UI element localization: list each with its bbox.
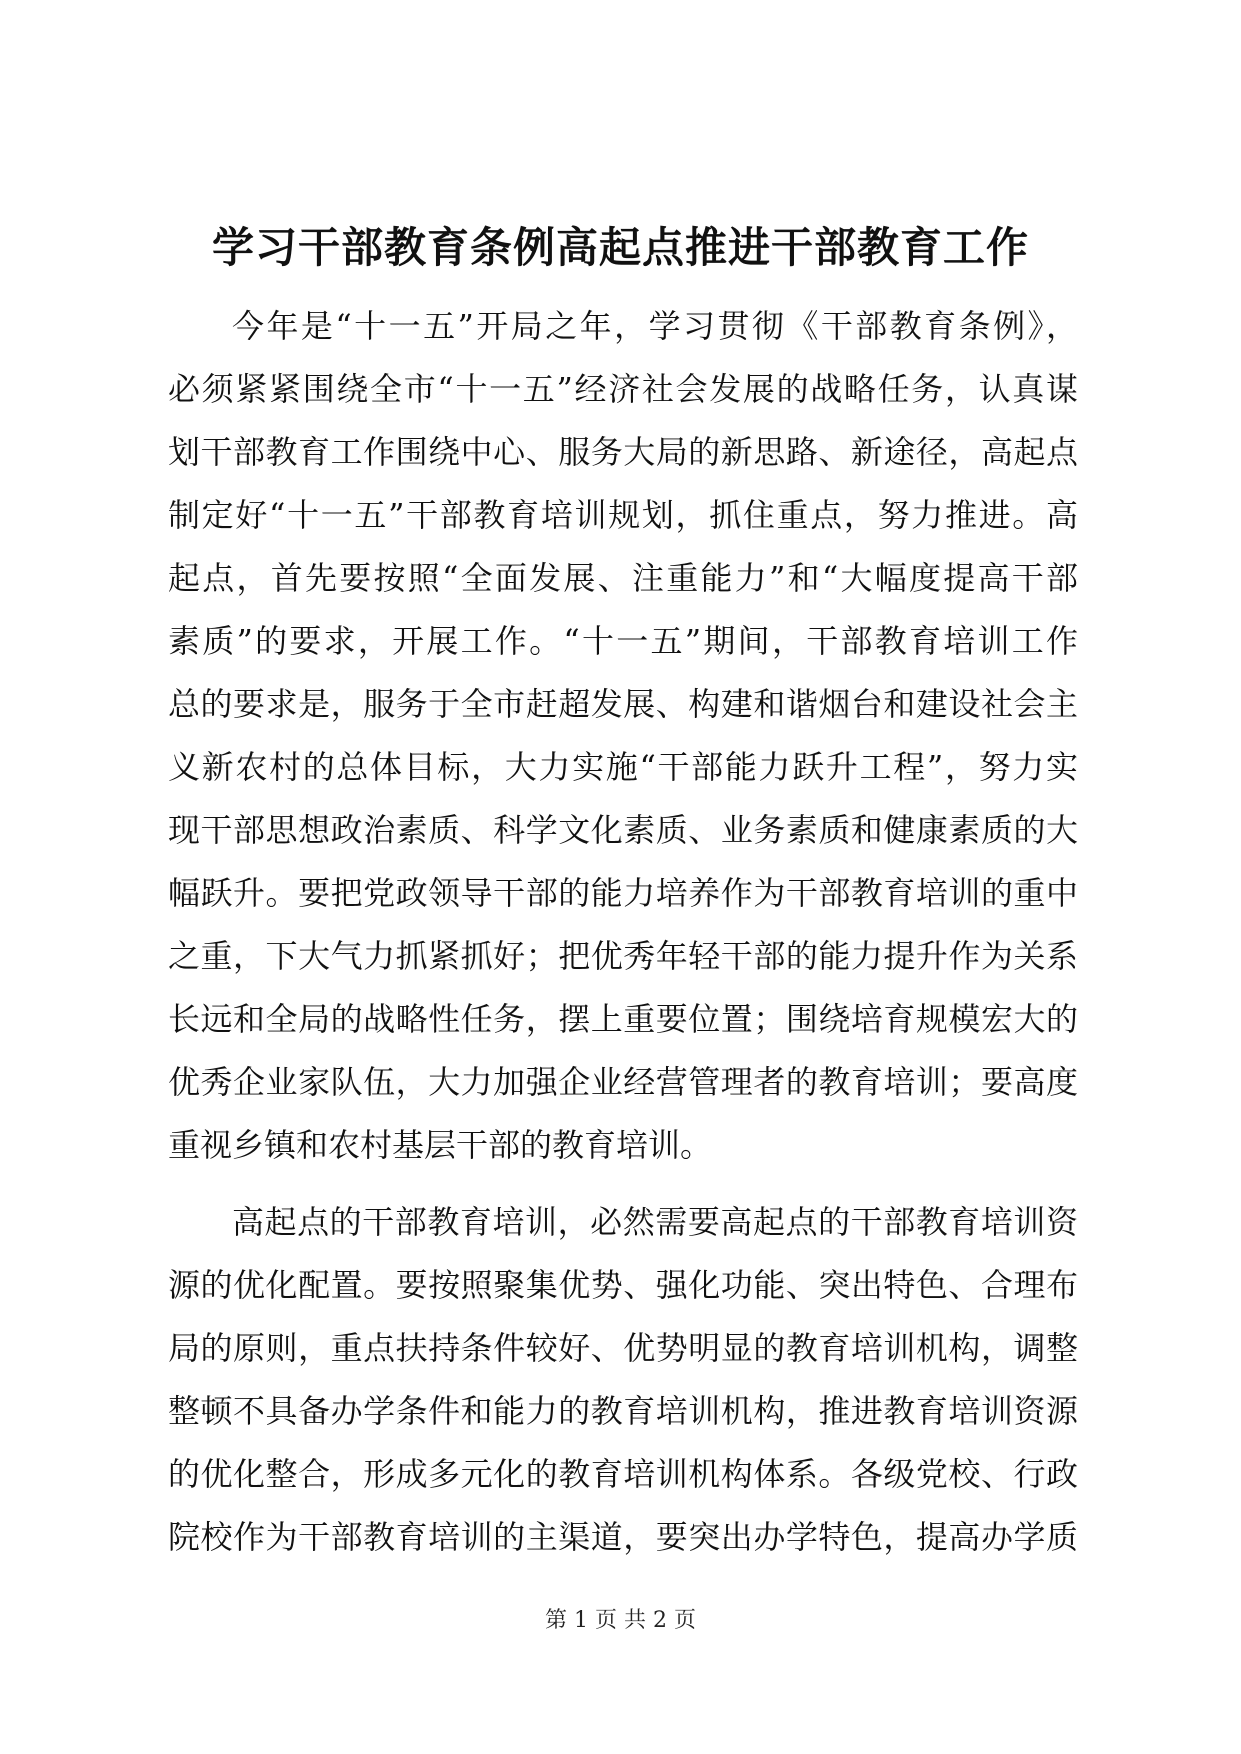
paragraph-line: 局的原则，重点扶持条件较好、优势明显的教育培训机构，调整: [168, 1329, 1078, 1367]
paragraph-line: 起点，首先要按照“全面发展、注重能力”和“大幅度提高干部: [168, 559, 1078, 597]
paragraph-line: 源的优化配置。要按照聚集优势、强化功能、突出特色、合理布: [168, 1266, 1078, 1304]
paragraph-line: 之重，下大气力抓紧抓好；把优秀年轻干部的能力提升作为关系: [168, 937, 1078, 975]
paragraph-line: 制定好“十一五”干部教育培训规划，抓住重点，努力推进。高: [168, 496, 1078, 534]
paragraph-line: 重视乡镇和农村基层干部的教育培训。: [168, 1126, 713, 1164]
paragraph-line: 幅跃升。要把党政领导干部的能力培养作为干部教育培训的重中: [168, 874, 1078, 912]
paragraph-line: 整顿不具备办学条件和能力的教育培训机构，推进教育培训资源: [168, 1392, 1078, 1430]
paragraph-line: 今年是“十一五”开局之年，学习贯彻《干部教育条例》，: [232, 307, 1078, 345]
paragraph-line: 高起点的干部教育培训，必然需要高起点的干部教育培训资: [232, 1203, 1078, 1241]
paragraph-line: 总的要求是，服务于全市赶超发展、构建和谐烟台和建设社会主: [168, 685, 1078, 723]
paragraph-line: 的优化整合，形成多元化的教育培训机构体系。各级党校、行政: [168, 1455, 1078, 1493]
paragraph-line: 必须紧紧围绕全市“十一五”经济社会发展的战略任务，认真谋: [168, 370, 1078, 408]
page-number: 第 1 页 共 2 页: [545, 1608, 696, 1633]
paragraph-line: 优秀企业家队伍，大力加强企业经营管理者的教育培训；要高度: [168, 1063, 1078, 1101]
document-title: 学习干部教育条例高起点推进干部教育工作: [211, 223, 1029, 272]
page-footer: [0, 1606, 1241, 1636]
paragraph-1: [168, 295, 1078, 1177]
paragraph-line: 院校作为干部教育培训的主渠道，要突出办学特色，提高办学质: [168, 1518, 1078, 1556]
paragraph-line: 长远和全局的战略性任务，摆上重要位置；围绕培育规模宏大的: [168, 1000, 1078, 1038]
paragraph-2: [168, 1191, 1078, 1569]
document-body: [168, 295, 1078, 1583]
paragraph-line: 义新农村的总体目标，大力实施“干部能力跃升工程”，努力实: [168, 748, 1078, 786]
paragraph-line: 划干部教育工作围绕中心、服务大局的新思路、新途径，高起点: [168, 433, 1078, 471]
paragraph-line: 现干部思想政治素质、科学文化素质、业务素质和健康素质的大: [168, 811, 1078, 849]
paragraph-line: 素质”的要求，开展工作。“十一五”期间，干部教育培训工作: [168, 622, 1078, 660]
